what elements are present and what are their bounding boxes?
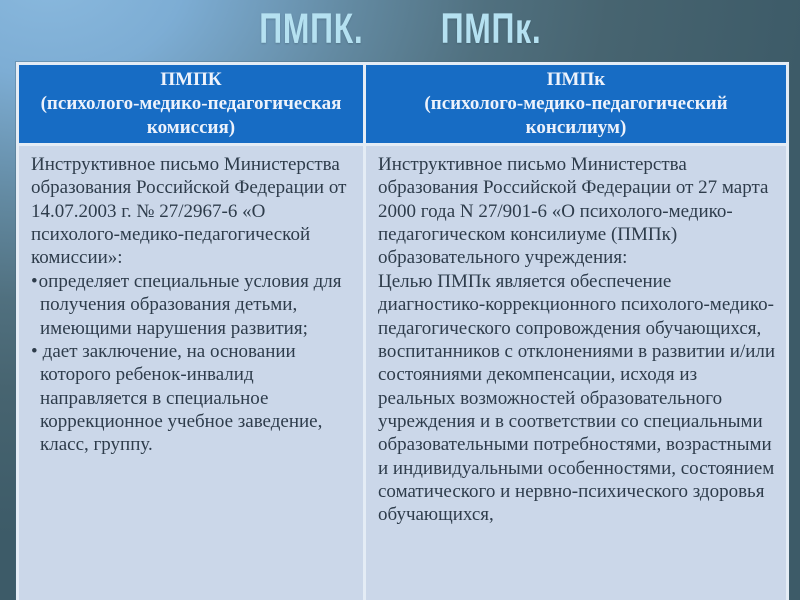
consilium-goal-text: Целью ПМПк является обеспечение диагностико-коррекционного психолого-медико-педагогического сопровождения обучающихся, воспитанников с отклонениями в развитии и/или состояниями декомпенсации, исходя из реальных возможностей образовательного учреждения и в соответствии со специальными образовательными потребностями, возрастными и индивидуальными особенностями, состоянием соматического и нервно-психического здоровья обучающихся, xyxy=(378,270,776,526)
bullet-marker: • xyxy=(31,340,38,362)
title-word-pmpk-commission: ПМПК. xyxy=(258,4,364,53)
comparison-table xyxy=(16,62,789,600)
header-full-consilium: (психолого-медико-педагогический консилиум) xyxy=(424,93,728,138)
bullet-marker: • xyxy=(31,270,38,292)
title-word-pmpk-consilium: ПМПк. xyxy=(441,4,542,53)
header-abbr-commission: ПМПК xyxy=(160,69,222,91)
table-cell-consilium xyxy=(366,146,786,600)
header-full-commission: (психолого-медико-педагогическая комиссия) xyxy=(40,93,342,138)
header-abbr-consilium: ПМПк xyxy=(546,69,606,91)
commission-bullet-item xyxy=(31,340,353,457)
commission-bullet-text-2: дает заключение, на основании которого ребенок-инвалид направляется в специальное коррекционное учебное заведение, класс, группу. xyxy=(40,340,323,456)
table-cell-commission xyxy=(19,146,363,600)
commission-bullet-item xyxy=(31,270,353,340)
commission-intro-text: Инструктивное письмо Министерства образования Российской Федерации от 14.07.2003 г. № 27/2967-6 «О психолого-медико-педагогической комиссии»: xyxy=(31,154,347,269)
table-header-commission xyxy=(19,65,363,143)
slide-title xyxy=(0,0,800,58)
consilium-intro-text: Инструктивное письмо Министерства образования Российской Федерации от 27 марта 2000 года N 27/901-6 «О психолого-медико-педагогическом консилиуме (ПМПк) образовательного учреждения: xyxy=(378,154,769,269)
table-header-consilium xyxy=(366,65,786,143)
commission-bullet-text-1: определяет специальные условия для получения образования детьми, имеющими нарушения развития; xyxy=(38,270,342,339)
